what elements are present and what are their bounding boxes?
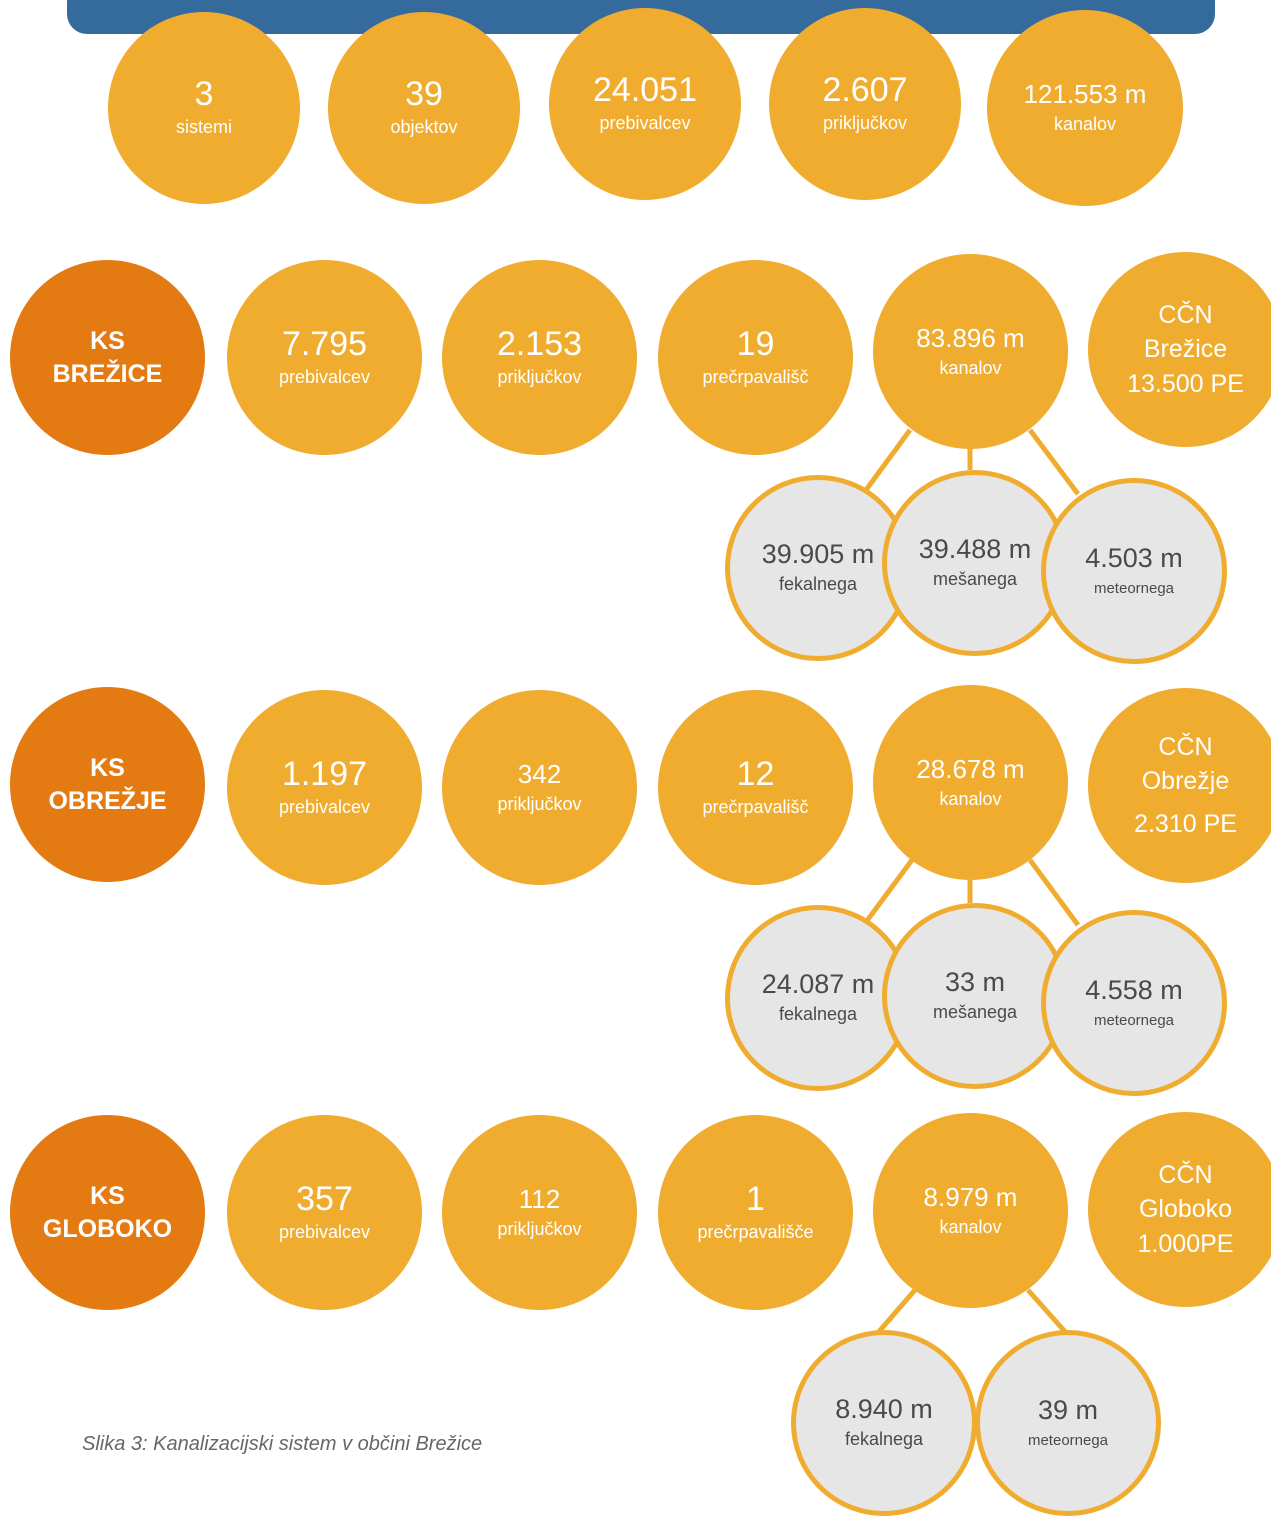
ks-obrezje-line1: KS bbox=[90, 754, 125, 782]
brezice-plant-line3: 13.500 PE bbox=[1127, 369, 1244, 398]
ks-brezice-circle bbox=[10, 260, 205, 455]
brezice-plant-circle bbox=[1088, 252, 1271, 447]
obrezje-plant-line1: CČN bbox=[1158, 732, 1213, 761]
brezice-plant-line1: CČN bbox=[1158, 300, 1213, 329]
connector-line bbox=[1028, 1290, 1068, 1335]
brezice-connections-value: 2.153 bbox=[496, 324, 583, 363]
obrezje-pumping-value: 12 bbox=[736, 754, 775, 793]
connector-line bbox=[866, 430, 910, 490]
total-objects-label: objektov bbox=[390, 117, 458, 138]
total-channels-value: 121.553 m bbox=[1023, 79, 1147, 110]
total-systems-circle bbox=[108, 12, 300, 204]
obrezje-residents-label: prebivalcev bbox=[278, 796, 371, 817]
obrezje-connections-value: 342 bbox=[517, 758, 562, 789]
globoko-plant-circle bbox=[1088, 1112, 1271, 1307]
obrezje-pumping-label: prečrpavališč bbox=[702, 796, 809, 817]
globoko-plant-line2: Globoko bbox=[1138, 1195, 1233, 1224]
globoko-residents-value: 357 bbox=[296, 1179, 353, 1218]
total-objects-circle bbox=[328, 12, 520, 204]
total-systems-value: 3 bbox=[194, 75, 214, 114]
ks-brezice-line1: KS bbox=[90, 327, 125, 355]
globoko-fecal-circle bbox=[791, 1330, 977, 1516]
brezice-plant-line2: Brežice bbox=[1143, 335, 1228, 364]
obrezje-storm-circle bbox=[1041, 910, 1227, 1096]
brezice-mixed-label: mešanega bbox=[932, 569, 1018, 590]
obrezje-connections-label: priključkov bbox=[497, 793, 582, 814]
obrezje-mixed-value: 33 m bbox=[944, 967, 1006, 998]
brezice-channels-value: 83.896 m bbox=[916, 322, 1025, 353]
total-channels-label: kanalov bbox=[1053, 114, 1117, 135]
brezice-residents-label: prebivalcev bbox=[278, 366, 371, 387]
brezice-connections-circle bbox=[442, 260, 637, 455]
obrezje-plant-line2: Obrežje bbox=[1141, 767, 1230, 796]
obrezje-channels-value: 28.678 m bbox=[916, 753, 1025, 784]
globoko-plant-line1: CČN bbox=[1158, 1160, 1213, 1189]
obrezje-connections-circle bbox=[442, 690, 637, 885]
obrezje-channels-circle bbox=[873, 685, 1068, 880]
obrezje-channels-label: kanalov bbox=[939, 788, 1002, 809]
obrezje-fecal-value: 24.087 m bbox=[761, 969, 875, 1000]
globoko-pumping-circle bbox=[658, 1115, 853, 1310]
total-connections-value: 2.607 bbox=[822, 71, 908, 110]
globoko-pumping-value: 1 bbox=[746, 1179, 765, 1218]
brezice-channels-circle bbox=[873, 254, 1068, 449]
brezice-channels-label: kanalov bbox=[939, 357, 1002, 378]
obrezje-residents-value: 1.197 bbox=[281, 754, 368, 793]
total-residents-label: prebivalcev bbox=[599, 113, 691, 134]
figure-caption: Slika 3: Kanalizacijski sistem v občini Brežice bbox=[82, 1433, 483, 1455]
globoko-fecal-label: fekalnega bbox=[844, 1429, 924, 1450]
globoko-connections-circle bbox=[442, 1115, 637, 1310]
globoko-storm-label: meteornega bbox=[1027, 1431, 1109, 1449]
total-objects-value: 39 bbox=[405, 75, 443, 114]
globoko-residents-label: prebivalcev bbox=[278, 1221, 371, 1242]
globoko-fecal-value: 8.940 m bbox=[835, 1394, 933, 1425]
obrezje-mixed-circle bbox=[882, 903, 1068, 1089]
total-channels-circle bbox=[987, 10, 1183, 206]
globoko-storm-circle bbox=[975, 1330, 1161, 1516]
total-residents-value: 24.051 bbox=[593, 71, 697, 110]
total-connections-label: priključkov bbox=[822, 113, 908, 134]
brezice-connections-label: priključkov bbox=[497, 366, 582, 387]
obrezje-storm-label: meteornega bbox=[1093, 1011, 1175, 1029]
brezice-residents-value: 7.795 bbox=[281, 324, 368, 363]
ks-globoko-line2: GLOBOKO bbox=[42, 1214, 173, 1243]
brezice-storm-circle bbox=[1041, 478, 1227, 664]
obrezje-fecal-label: fekalnega bbox=[778, 1004, 858, 1025]
brezice-pumping-value: 19 bbox=[736, 324, 775, 363]
connector-line bbox=[1030, 860, 1078, 925]
ks-obrezje-circle bbox=[10, 687, 205, 882]
total-residents-circle bbox=[549, 8, 741, 200]
globoko-channels-circle bbox=[873, 1113, 1068, 1308]
connector-line bbox=[866, 860, 912, 922]
globoko-residents-circle bbox=[227, 1115, 422, 1310]
obrezje-residents-circle bbox=[227, 690, 422, 885]
globoko-plant-line3: 1.000PE bbox=[1137, 1229, 1234, 1258]
globoko-connections-label: priključkov bbox=[497, 1218, 582, 1239]
globoko-channels-value: 8.979 m bbox=[923, 1181, 1018, 1212]
obrezje-mixed-label: mešanega bbox=[932, 1002, 1018, 1023]
obrezje-plant-line3: 2.310 PE bbox=[1134, 809, 1237, 838]
brezice-fecal-label: fekalnega bbox=[778, 574, 858, 595]
brezice-mixed-circle bbox=[882, 470, 1068, 656]
total-connections-circle bbox=[769, 8, 961, 200]
total-systems-label: sistemi bbox=[175, 117, 232, 138]
brezice-pumping-circle bbox=[658, 260, 853, 455]
brezice-fecal-value: 39.905 m bbox=[761, 539, 875, 570]
brezice-mixed-value: 39.488 m bbox=[918, 534, 1032, 565]
brezice-pumping-label: prečrpavališč bbox=[702, 366, 809, 387]
ks-globoko-circle bbox=[10, 1115, 205, 1310]
globoko-storm-value: 39 m bbox=[1037, 1395, 1099, 1426]
obrezje-storm-value: 4.558 m bbox=[1085, 975, 1183, 1006]
brezice-storm-value: 4.503 m bbox=[1085, 543, 1183, 574]
connector-line bbox=[876, 1290, 915, 1335]
brezice-residents-circle bbox=[227, 260, 422, 455]
ks-brezice-line2: BREŽICE bbox=[52, 359, 163, 388]
ks-globoko-line1: KS bbox=[90, 1182, 125, 1210]
obrezje-plant-circle bbox=[1088, 688, 1271, 883]
obrezje-pumping-circle bbox=[658, 690, 853, 885]
brezice-storm-label: meteornega bbox=[1093, 579, 1175, 597]
globoko-pumping-label: prečrpavališče bbox=[697, 1221, 814, 1242]
globoko-connections-value: 112 bbox=[518, 1183, 561, 1214]
globoko-channels-label: kanalov bbox=[939, 1216, 1002, 1237]
ks-obrezje-line2: OBREŽJE bbox=[48, 786, 167, 815]
connector-line bbox=[1030, 430, 1078, 494]
